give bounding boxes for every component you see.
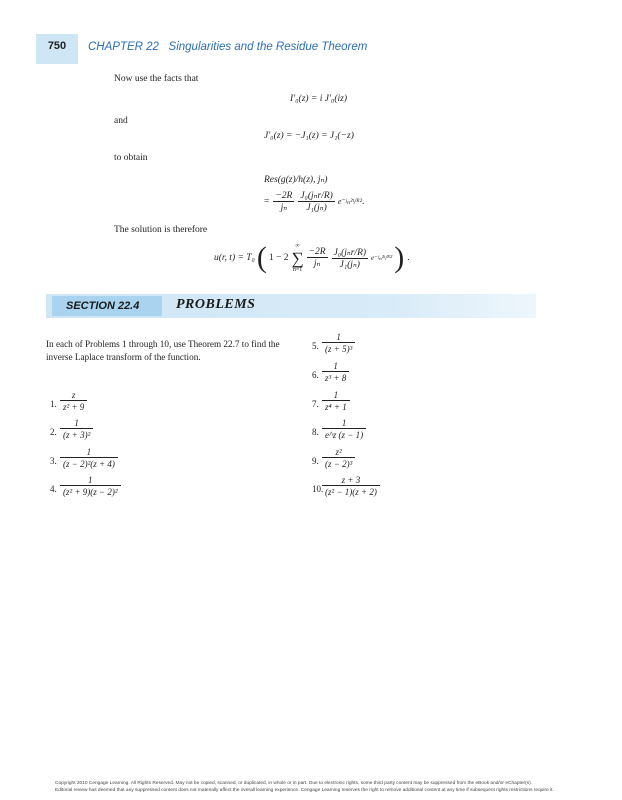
- residue-expression: Res(g(z)/h(z), jₙ): [264, 175, 328, 185]
- numerator: J₀(jₙr/R): [300, 191, 333, 201]
- denominator: (z − 2)³: [325, 459, 353, 469]
- problem-number: 10.: [312, 484, 324, 494]
- numerator: −2R: [308, 247, 326, 257]
- problem-4: [50, 475, 290, 501]
- problem-number: 5.: [312, 341, 319, 351]
- problem-9: [312, 447, 552, 473]
- left-paren: (: [256, 241, 267, 274]
- summation: [291, 242, 303, 275]
- denominator: jₙ: [313, 259, 321, 269]
- fraction-2R-over-jn: [273, 191, 294, 213]
- denominator: z⁴ + 1: [325, 402, 347, 412]
- problem-number: 3.: [50, 456, 57, 466]
- numerator: z²: [322, 447, 355, 458]
- problem-3: [50, 447, 290, 473]
- section-title: PROBLEMS: [176, 297, 256, 312]
- solution-lhs: u(r, t) = T₀: [214, 253, 255, 263]
- period: .: [407, 253, 410, 263]
- denominator: (z² − 1)(z + 2): [325, 487, 377, 497]
- problem-number: 8.: [312, 427, 319, 437]
- problem-expression: [60, 418, 93, 440]
- numerator: −2R: [275, 190, 293, 201]
- problem-expression: [322, 447, 355, 469]
- problem-8: [312, 418, 552, 444]
- problem-number: 7.: [312, 399, 319, 409]
- fraction-bessel: [298, 190, 334, 213]
- problem-number: 4.: [50, 484, 57, 494]
- equation-2: J′₀(z) = −J₁(z) = J₁(−z): [264, 131, 354, 141]
- denominator: J₁(jₙ): [306, 203, 327, 213]
- problem-expression: [60, 475, 121, 497]
- equals-sign: =: [264, 196, 270, 207]
- exponential-term: e⁻ʲₙ²ᵗ/ᴿ²: [337, 197, 362, 206]
- numerator: z: [60, 390, 87, 401]
- problem-7: [312, 390, 552, 416]
- denominator: z³ + 8: [325, 373, 347, 383]
- problem-expression: [322, 475, 380, 497]
- sum-upper: ∞: [295, 242, 300, 249]
- running-header: [88, 41, 367, 53]
- text-line-3: to obtain: [114, 153, 148, 163]
- problems-left-column: [50, 390, 290, 510]
- problem-expression: [322, 361, 349, 383]
- period: .: [362, 196, 365, 207]
- numerator: J₀(jₙr/R): [333, 247, 367, 258]
- numerator: 1: [322, 418, 366, 429]
- problems-intro: In each of Problems 1 through 10, use Theorem 22.7 to find the inverse Laplace transform of the function.: [46, 339, 280, 362]
- denominator: (z + 5)³: [325, 344, 353, 354]
- text-line-2: and: [114, 116, 128, 126]
- numerator: 1: [60, 418, 93, 429]
- problem-10: [312, 475, 552, 501]
- problem-expression: [322, 418, 366, 440]
- text-line-1: Now use the facts that: [114, 74, 199, 84]
- numerator: z + 3: [322, 475, 380, 486]
- fraction-2R-over-jn: [307, 247, 328, 269]
- copyright-line-2: Editorial review has deemed that any suppressed content does not materially affect the overall learning experience. Cengage Learning reserves the right to remove additional content at any time if subsequent rights restrictions require it.: [55, 788, 554, 793]
- numerator: 1: [322, 390, 350, 401]
- chapter-title: Singularities and the Residue Theorem: [168, 41, 368, 53]
- numerator: 1: [322, 332, 355, 343]
- numerator: 1: [322, 361, 349, 372]
- denominator: (z − 2)²(z + 4): [63, 459, 115, 469]
- problem-number: 6.: [312, 370, 319, 380]
- fraction-bessel: [332, 247, 368, 270]
- copyright-line-1: Copyright 2010 Cengage Learning. All Rights Reserved. May not be copied, scanned, or duplicated, in whole or in part. Due to electronic rights, some third party content may be suppressed from the eBook and/or eChapter(s).: [55, 781, 533, 786]
- denominator: (z + 3)²: [63, 430, 91, 440]
- sum-lower: n=1: [292, 266, 303, 273]
- residue-result: [264, 190, 364, 213]
- problems-right-column: [312, 332, 552, 502]
- problem-number: 1.: [50, 399, 57, 409]
- one-minus-two: 1 − 2: [268, 253, 289, 263]
- section-label: SECTION 22.4: [66, 300, 140, 312]
- denominator: (z² + 9)(z − 2)²: [63, 487, 118, 497]
- denominator: e^z (z − 1): [325, 430, 364, 440]
- text-line-4: The solution is therefore: [114, 225, 208, 235]
- problem-5: [312, 332, 552, 358]
- page-number: 750: [47, 40, 67, 52]
- problem-expression: [322, 332, 355, 354]
- sum-symbol: ∑: [291, 248, 304, 268]
- numerator: 1: [60, 447, 118, 458]
- solution-equation: [214, 241, 410, 275]
- right-paren: ): [394, 241, 405, 274]
- denominator: z² + 9: [63, 402, 85, 412]
- problem-number: 2.: [50, 427, 57, 437]
- problem-number: 9.: [312, 456, 319, 466]
- problem-expression: [60, 390, 87, 412]
- problem-expression: [322, 390, 350, 412]
- denominator: jₙ: [280, 202, 288, 213]
- problem-expression: [60, 447, 118, 469]
- problem-1: [50, 390, 290, 416]
- chapter-label: CHAPTER 22: [88, 41, 159, 53]
- denominator: J₁(jₙ): [339, 259, 360, 270]
- numerator: 1: [60, 475, 121, 486]
- equation-1: I′₀(z) = i J′₀(iz): [290, 94, 348, 104]
- exponential-term: e⁻ʲₙ²ᵗ/ᴿ²: [371, 254, 393, 262]
- problem-2: [50, 418, 290, 444]
- problem-6: [312, 361, 552, 387]
